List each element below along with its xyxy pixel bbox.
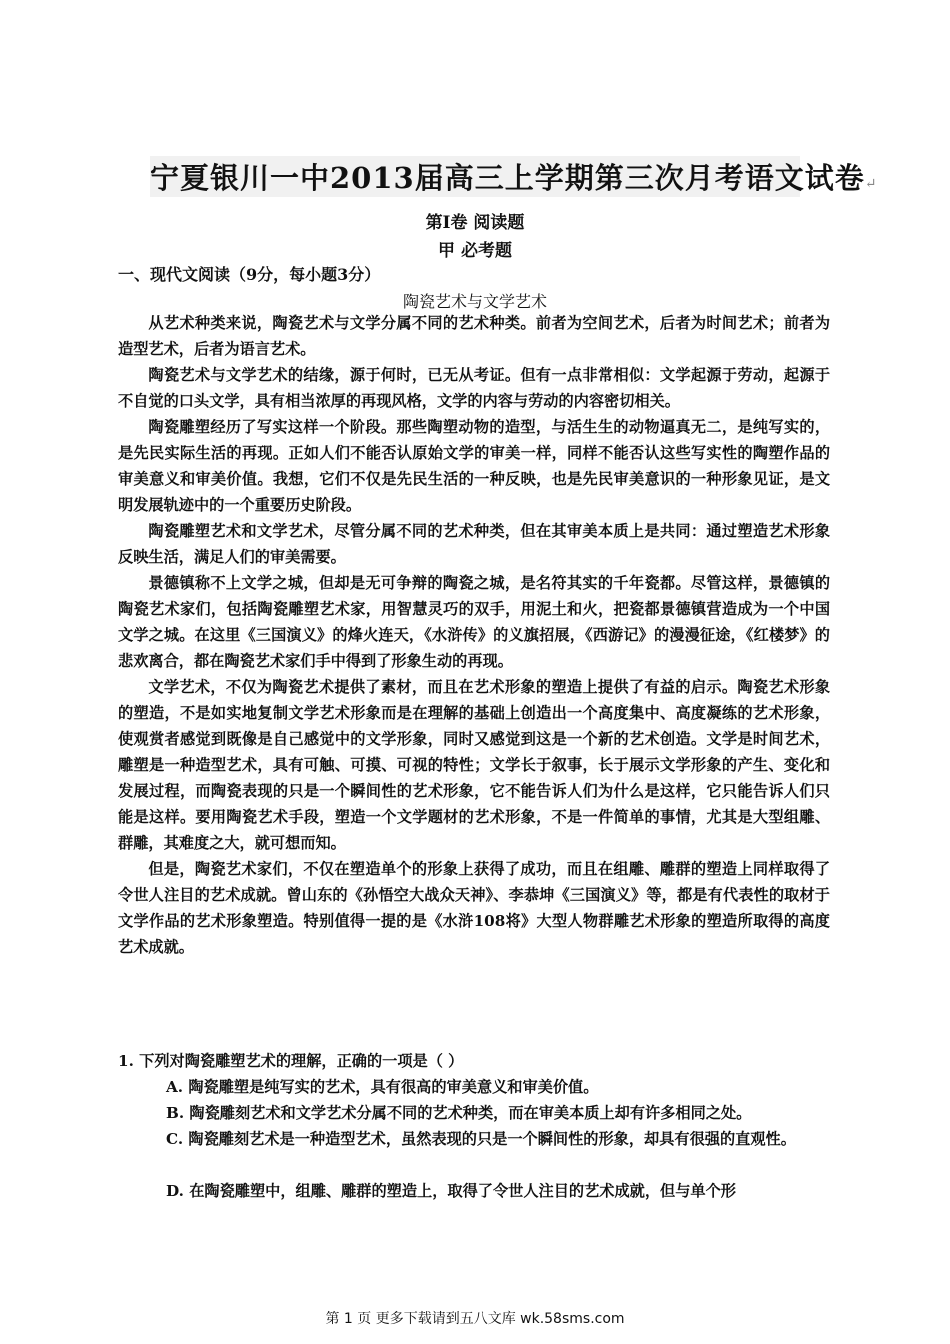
exam-title — [150, 156, 878, 197]
option-b: B. 陶瓷雕刻艺术和文学艺术分属不同的艺术种类，而在审美本质上却有许多相同之处。 — [166, 1104, 752, 1122]
question-1-stem: 1. 下列对陶瓷雕塑艺术的理解，正确的一项是（ ） — [118, 1052, 464, 1070]
option-a: A. 陶瓷雕塑是纯写实的艺术，具有很高的审美意义和审美价值。 — [166, 1078, 599, 1096]
exam-title-text: 宁夏银川一中2013届高三上学期第三次月考语文试卷 — [150, 161, 865, 195]
option-c: C. 陶瓷雕刻艺术是一种造型艺术，虽然表现的只是一个瞬间性的形象，却具有很强的直观性。 — [166, 1130, 796, 1148]
paragraph: 陶瓷雕塑经历了写实这样一个阶段。那些陶塑动物的造型，与活生生的动物逼真无二，是纯写实的，是先民实际生活的再现。正如人们不能否认原始文学的审美一样，同样不能否认这些写实性的陶塑作品的审美意义和审美价值。我想，它们不仅是先民生活的一种反映，也是先民审美意识的一种形象见证，是文明发展轨迹中的一个重要历史阶段。 — [118, 418, 830, 514]
part-heading: 第Ⅰ卷 阅读题 — [425, 213, 525, 233]
paragraph: 从艺术种类来说，陶瓷艺术与文学分属不同的艺术种类。前者为空间艺术，后者为时间艺术；前者为造型艺术，后者为语言艺术。 — [118, 314, 830, 358]
option-d: D. 在陶瓷雕塑中，组雕、雕群的塑造上，取得了令世人注目的艺术成就，但与单个形 — [166, 1182, 736, 1200]
paragraph-mark-icon: ↵ — [864, 176, 878, 192]
article-body — [118, 310, 830, 960]
paragraph: 文学艺术，不仅为陶瓷艺术提供了素材，而且在艺术形象的塑造上提供了有益的启示。陶瓷艺术形象的塑造，不是如实地复制文学艺术形象而是在理解的基础上创造出一个高度集中、高度凝练的艺术形象，使观赏者感觉到既像是自己感觉中的文学形象，同时又感觉到这是一个新的艺术创造。文学是时间艺术，雕塑是一种造型艺术，具有可触、可摸、可视的特性；文学长于叙事，长于展示文学形象的产生、变化和发展过程，而陶瓷表现的只是一个瞬间性的艺术形象，它不能告诉人们为什么是这样，它只能告诉人们只能是这样。要用陶瓷艺术手段，塑造一个文学题材的艺术形象，不是一件简单的事情，尤其是大型组雕、群雕，其难度之大，就可想而知。 — [118, 678, 830, 852]
paragraph: 陶瓷艺术与文学艺术的结缘，源于何时，已无从考证。但有一点非常相似：文学起源于劳动，起源于不自觉的口头文学，具有相当浓厚的再现风格，文学的内容与劳动的内容密切相关。 — [118, 366, 830, 410]
paragraph: 景德镇称不上文学之城，但却是无可争辩的陶瓷之城，是名符其实的千年瓷都。尽管这样，景德镇的陶瓷艺术家们，包括陶瓷雕塑艺术家，用智慧灵巧的双手，用泥土和火，把瓷都景德镇营造成为一个中国文学之城。在这里《三国演义》的烽火连天，《水浒传》的义旗招展，《西游记》的漫漫征途，《红楼梦》的悲欢离合，都在陶瓷艺术家们手中得到了形象生动的再现。 — [118, 574, 830, 670]
paragraph: 陶瓷雕塑艺术和文学艺术，尽管分属不同的艺术种类，但在其审美本质上是共同：通过塑造艺术形象反映生活，满足人们的审美需要。 — [118, 522, 830, 566]
article-title: 陶瓷艺术与文学艺术 — [402, 292, 547, 311]
paragraph: 但是，陶瓷艺术家们，不仅在塑造单个的形象上获得了成功，而且在组雕、雕群的塑造上同样取得了令世人注目的艺术成就。曾山东的《孙悟空大战众天神》、李恭坤《三国演义》等，都是有代表性的取材于文学作品的艺术形象塑造。特别值得一提的是《水浒108将》大型人物群雕艺术形象的塑造所取得的高度艺术成就。 — [118, 860, 830, 956]
section-heading: 甲 必考题 — [438, 241, 512, 261]
page-footer: 第 1 页 更多下载请到五八文库 wk.58sms.com — [325, 1311, 625, 1327]
question-group-heading: 一、现代文阅读（9分，每小题3分） — [118, 265, 381, 284]
